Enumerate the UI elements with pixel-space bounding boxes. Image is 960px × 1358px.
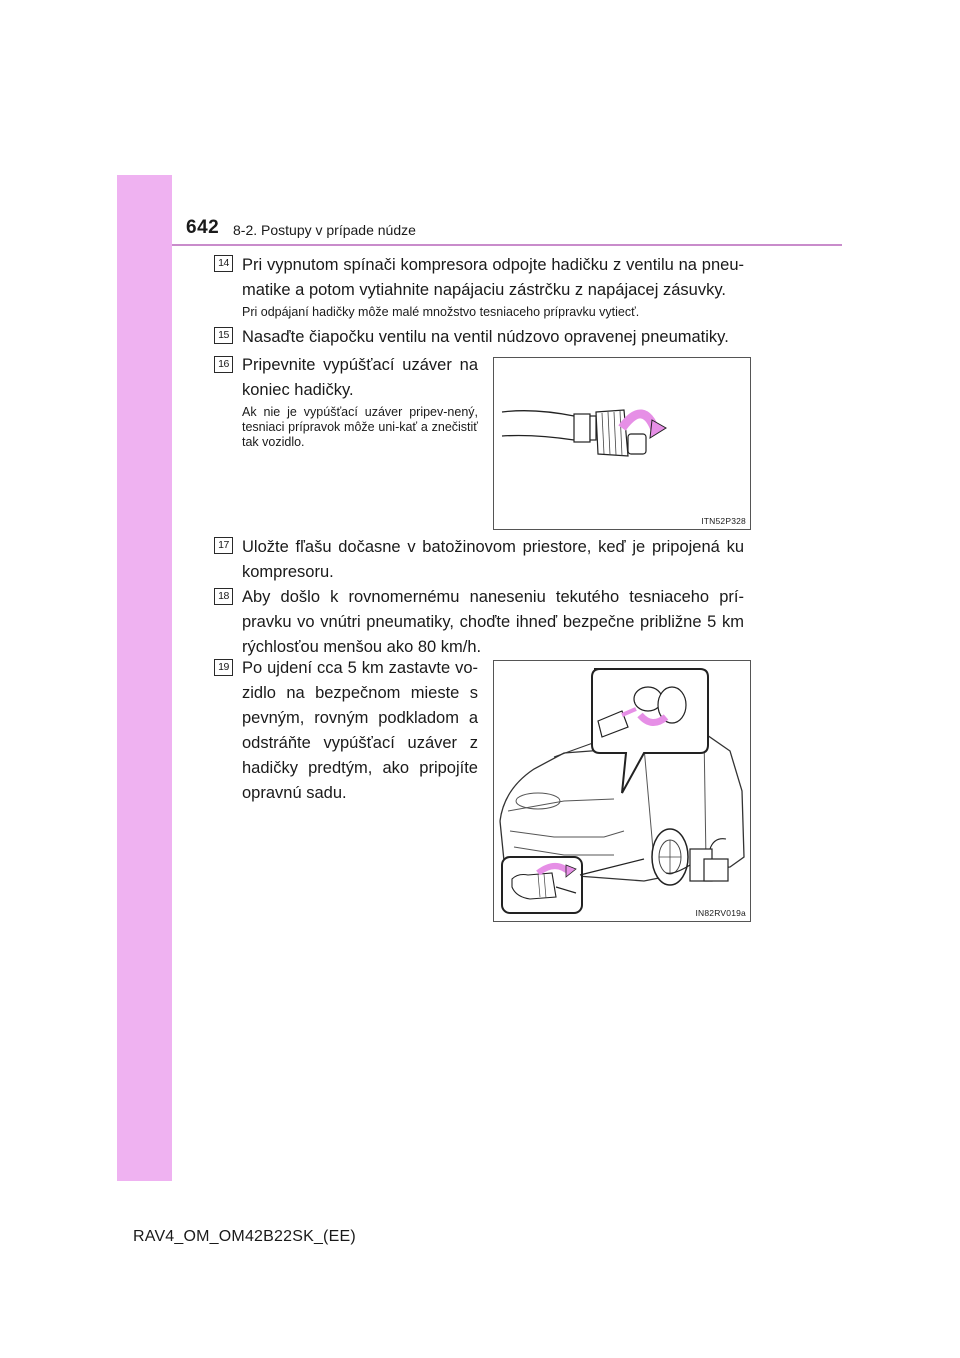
header-divider [172,244,842,246]
step-16-text: Pripevnite vypúšťací uzáver na koniec hadičky. [242,356,478,399]
section-sidebar-tab [117,175,172,1181]
step-19-text: Po ujdení cca 5 km zastavte vo-zidlo na bezpečnom mieste s pevným, rovným podkladom a odstráňte vypúšťací uzáver z hadičky predtým, ako pripojíte opravnú sadu. [242,659,478,802]
figure-hose-cap [493,357,751,530]
figure-code: ITN52P328 [701,516,746,526]
car-repair-kit-illustration [494,661,750,921]
step-number-19: 19 [214,659,233,676]
figure-code: IN82RV019a [695,908,746,918]
step-17-text: Uložte fľašu dočasne v batožinovom priestore, keď je pripojená ku kompresoru. [242,538,744,581]
step-18-text: Aby došlo k rovnomernému naneseniu tekutého tesniaceho prí-pravku vo vnútri pneumatiky, choďte ihneď bezpečne približne 5 km rýchlosťou menšou ako 80 km/h. [242,588,744,656]
step-14-text: Pri vypnutom spínači kompresora odpojte hadičku z ventilu na pneu-matike a potom vytiahnite napájaciu zástrčku z napájacej zásuvky. [242,256,744,299]
step-number-17: 17 [214,537,233,554]
step-14-note: Pri odpájaní hadičky môže malé množstvo tesniaceho prípravku vytiecť. [242,305,640,319]
step-16-note: Ak nie je vypúšťací uzáver pripev-nený, tesniaci prípravok môže uni-kať a znečistiť tak vozidlo. [242,405,478,449]
step-number-14: 14 [214,255,233,272]
step-number-16: 16 [214,356,233,373]
step-15-text: Nasaďte čiapočku ventilu na ventil núdzovo opravenej pneumatiky. [242,328,729,346]
document-code: RAV4_OM_OM42B22SK_(EE) [133,1228,356,1245]
step-number-18: 18 [214,588,233,605]
section-title: 8-2. Postupy v prípade núdze [233,222,416,238]
hose-cap-illustration [494,358,750,529]
page-number: 642 [186,217,220,238]
figure-car-repair-kit [493,660,751,922]
step-number-15: 15 [214,327,233,344]
